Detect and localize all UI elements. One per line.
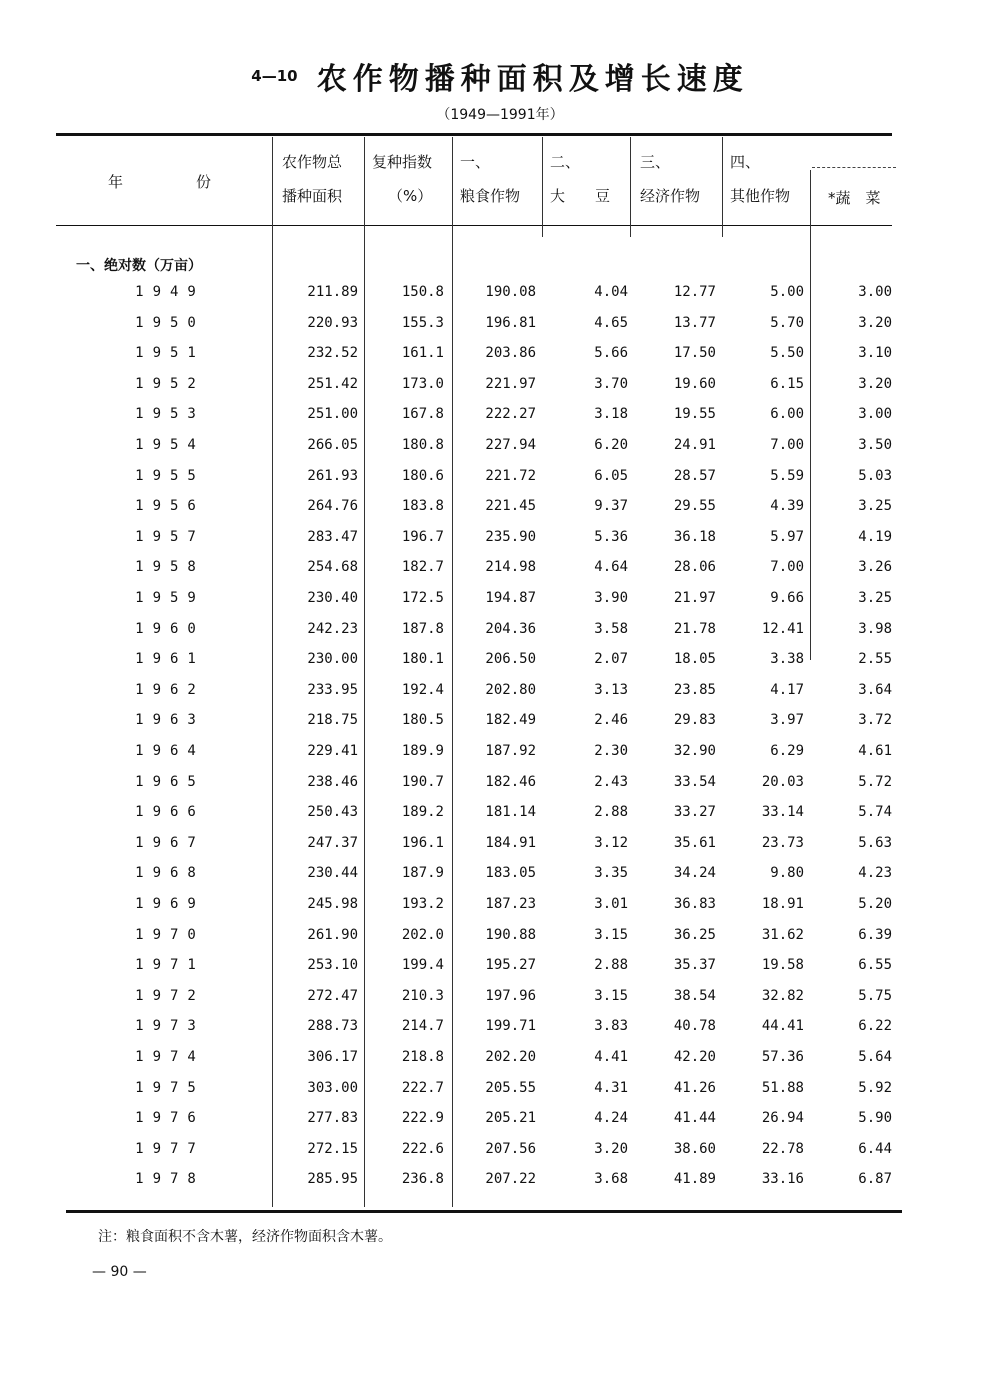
economic-crops-cell: 38.54 <box>673 987 716 1004</box>
total-area-cell: 238.46 <box>307 773 358 790</box>
vegetables-cell: 4.61 <box>858 743 892 759</box>
year-cell: 1971 <box>135 957 205 974</box>
multiple-cropping-index-cell: 180.8 <box>401 437 444 453</box>
total-area-cell: 242.23 <box>307 620 358 637</box>
vegetables-cell: 5.92 <box>858 1079 892 1096</box>
table-row <box>0 1080 1000 1110</box>
header-grain-2: 粮食作物 <box>460 187 521 205</box>
year-cell: 1953 <box>135 406 205 423</box>
soybean-cell: 4.04 <box>594 284 628 300</box>
table-row <box>0 590 1000 620</box>
grain-cell: 184.91 <box>485 834 536 851</box>
multiple-cropping-index-cell: 218.8 <box>401 1049 444 1065</box>
vegetables-cell: 3.00 <box>858 406 892 423</box>
vegetables-cell: 3.72 <box>858 712 892 729</box>
header-other-1: 四、 <box>730 153 761 171</box>
table-row <box>0 682 1000 712</box>
other-crops-cell: 6.15 <box>770 375 804 392</box>
other-crops-cell: 9.80 <box>770 865 804 882</box>
vegetables-cell: 6.87 <box>858 1171 892 1188</box>
soybean-cell: 4.31 <box>594 1079 628 1096</box>
year-cell: 1976 <box>135 1110 205 1127</box>
soybean-cell: 2.30 <box>594 743 628 759</box>
header-total-1: 农作物总 <box>282 153 343 171</box>
column-separator <box>722 137 723 237</box>
other-crops-cell: 23.73 <box>761 834 804 851</box>
table-row <box>0 498 1000 528</box>
total-area-cell: 233.95 <box>307 681 358 698</box>
economic-crops-cell: 41.44 <box>673 1110 716 1127</box>
economic-crops-cell: 17.50 <box>673 345 716 362</box>
multiple-cropping-index-cell: 196.1 <box>401 834 444 851</box>
total-area-cell: 283.47 <box>307 528 358 545</box>
economic-crops-cell: 41.89 <box>673 1171 716 1188</box>
table-row <box>0 865 1000 895</box>
other-crops-cell: 33.14 <box>761 804 804 821</box>
multiple-cropping-index-cell: 150.8 <box>401 284 444 300</box>
header-index-2: （%） <box>388 187 433 205</box>
year-cell: 1957 <box>135 528 205 545</box>
other-crops-cell: 9.66 <box>770 590 804 606</box>
header-total-2: 播种面积 <box>282 187 343 205</box>
total-area-cell: 250.43 <box>307 804 358 821</box>
table-row <box>0 957 1000 987</box>
year-cell: 1951 <box>135 345 205 362</box>
table-row <box>0 712 1000 742</box>
other-crops-cell: 5.59 <box>770 467 804 484</box>
grain-cell: 182.49 <box>485 712 536 729</box>
other-crops-cell: 12.41 <box>761 620 804 637</box>
header-other-2: 其他作物 <box>730 187 791 205</box>
economic-crops-cell: 19.55 <box>673 406 716 423</box>
total-area-cell: 253.10 <box>307 957 358 974</box>
grain-cell: 199.71 <box>485 1018 536 1035</box>
year-cell: 1961 <box>135 651 205 668</box>
economic-crops-cell: 36.25 <box>673 926 716 943</box>
other-crops-cell: 4.17 <box>770 681 804 698</box>
header-vegetables: *蔬 菜 <box>828 189 881 207</box>
vegetables-cell: 4.19 <box>858 528 892 545</box>
header-index-1: 复种指数 <box>372 153 433 171</box>
other-crops-cell: 7.00 <box>770 437 804 453</box>
vegetables-cell: 5.75 <box>858 987 892 1004</box>
grain-cell: 183.05 <box>485 865 536 882</box>
other-crops-cell: 6.29 <box>770 743 804 759</box>
multiple-cropping-index-cell: 180.6 <box>401 467 444 484</box>
soybean-cell: 3.18 <box>594 406 628 423</box>
vegetables-cell: 3.50 <box>858 437 892 453</box>
multiple-cropping-index-cell: 180.1 <box>401 651 444 668</box>
multiple-cropping-index-cell: 172.5 <box>401 590 444 606</box>
economic-crops-cell: 13.77 <box>673 314 716 331</box>
other-crops-cell: 44.41 <box>761 1018 804 1035</box>
vegetables-cell: 6.22 <box>858 1018 892 1035</box>
soybean-cell: 2.46 <box>594 712 628 729</box>
soybean-cell: 5.66 <box>594 345 628 362</box>
grain-cell: 202.20 <box>485 1049 536 1065</box>
economic-crops-cell: 24.91 <box>673 437 716 453</box>
multiple-cropping-index-cell: 187.9 <box>401 865 444 882</box>
economic-crops-cell: 19.60 <box>673 375 716 392</box>
economic-crops-cell: 36.18 <box>673 528 716 545</box>
soybean-cell: 6.20 <box>594 437 628 453</box>
vegetables-cell: 5.03 <box>858 467 892 484</box>
economic-crops-cell: 12.77 <box>673 284 716 300</box>
grain-cell: 187.23 <box>485 896 536 912</box>
soybean-cell: 2.43 <box>594 773 628 790</box>
total-area-cell: 245.98 <box>307 896 358 912</box>
soybean-cell: 3.01 <box>594 896 628 912</box>
other-crops-cell: 22.78 <box>761 1140 804 1157</box>
soybean-cell: 4.24 <box>594 1110 628 1127</box>
vegetables-cell: 3.20 <box>858 375 892 392</box>
grain-cell: 207.56 <box>485 1140 536 1157</box>
grain-cell: 221.45 <box>485 498 536 515</box>
header-grain-1: 一、 <box>460 153 491 171</box>
total-area-cell: 230.00 <box>307 651 358 668</box>
total-area-cell: 220.93 <box>307 314 358 331</box>
grain-cell: 227.94 <box>485 437 536 453</box>
other-crops-cell: 26.94 <box>761 1110 804 1127</box>
header-economic-1: 三、 <box>640 153 671 171</box>
total-area-cell: 261.93 <box>307 467 358 484</box>
soybean-cell: 4.64 <box>594 559 628 576</box>
table-row <box>0 774 1000 804</box>
other-crops-cell: 3.38 <box>770 651 804 668</box>
vegetables-cell: 3.64 <box>858 681 892 698</box>
multiple-cropping-index-cell: 161.1 <box>401 345 444 362</box>
grain-cell: 190.08 <box>485 284 536 300</box>
multiple-cropping-index-cell: 183.8 <box>401 498 444 515</box>
economic-crops-cell: 35.61 <box>673 834 716 851</box>
grain-cell: 221.72 <box>485 467 536 484</box>
total-area-cell: 251.00 <box>307 406 358 423</box>
soybean-cell: 2.88 <box>594 957 628 974</box>
table-title-text: 农作物播种面积及增长速度 <box>316 62 749 97</box>
economic-crops-cell: 40.78 <box>673 1018 716 1035</box>
grain-cell: 203.86 <box>485 345 536 362</box>
vegetables-cell: 3.10 <box>858 345 892 362</box>
table-row <box>0 988 1000 1018</box>
header-year-2: 份 <box>196 173 212 191</box>
economic-crops-cell: 38.60 <box>673 1140 716 1157</box>
year-cell: 1967 <box>135 834 205 851</box>
multiple-cropping-index-cell: 202.0 <box>401 926 444 943</box>
other-crops-cell: 20.03 <box>761 773 804 790</box>
other-crops-cell: 3.97 <box>770 712 804 729</box>
multiple-cropping-index-cell: 182.7 <box>401 559 444 576</box>
multiple-cropping-index-cell: 214.7 <box>401 1018 444 1035</box>
multiple-cropping-index-cell: 167.8 <box>401 406 444 423</box>
total-area-cell: 254.68 <box>307 559 358 576</box>
economic-crops-cell: 28.57 <box>673 467 716 484</box>
grain-cell: 207.22 <box>485 1171 536 1188</box>
economic-crops-cell: 23.85 <box>673 681 716 698</box>
header-soybean-1: 二、 <box>550 153 581 171</box>
vegetables-cell: 4.23 <box>858 865 892 882</box>
total-area-cell: 229.41 <box>307 743 358 759</box>
grain-cell: 196.81 <box>485 314 536 331</box>
multiple-cropping-index-cell: 222.9 <box>401 1110 444 1127</box>
vegetables-cell: 5.74 <box>858 804 892 821</box>
grain-cell: 195.27 <box>485 957 536 974</box>
grain-cell: 206.50 <box>485 651 536 668</box>
year-cell: 1977 <box>135 1140 205 1157</box>
total-area-cell: 277.83 <box>307 1110 358 1127</box>
grain-cell: 202.80 <box>485 681 536 698</box>
year-cell: 1972 <box>135 987 205 1004</box>
other-crops-cell: 5.70 <box>770 314 804 331</box>
grain-cell: 181.14 <box>485 804 536 821</box>
multiple-cropping-index-cell: 236.8 <box>401 1171 444 1188</box>
top-rule <box>56 133 892 136</box>
grain-cell: 221.97 <box>485 375 536 392</box>
other-crops-cell: 4.39 <box>770 498 804 515</box>
table-row <box>0 529 1000 559</box>
total-area-cell: 261.90 <box>307 926 358 943</box>
other-crops-cell: 32.82 <box>761 987 804 1004</box>
table-note: 注：粮食面积不含木薯，经济作物面积含木薯。 <box>98 1229 392 1245</box>
table-row <box>0 1141 1000 1171</box>
table-subtitle: （1949—1991年） <box>436 107 564 123</box>
table-row <box>0 1049 1000 1079</box>
multiple-cropping-index-cell: 210.3 <box>401 987 444 1004</box>
year-cell: 1969 <box>135 896 205 912</box>
multiple-cropping-index-cell: 155.3 <box>401 314 444 331</box>
soybean-cell: 4.41 <box>594 1049 628 1065</box>
vegetables-cell: 3.25 <box>858 498 892 515</box>
table-row <box>0 559 1000 589</box>
column-separator <box>542 137 543 237</box>
grain-cell: 190.88 <box>485 926 536 943</box>
table-row <box>0 835 1000 865</box>
header-year-1: 年 <box>108 173 124 191</box>
total-area-cell: 264.76 <box>307 498 358 515</box>
multiple-cropping-index-cell: 196.7 <box>401 528 444 545</box>
other-crops-cell: 18.91 <box>761 896 804 912</box>
soybean-cell: 3.68 <box>594 1171 628 1188</box>
vegetables-cell: 3.25 <box>858 590 892 606</box>
table-row <box>0 896 1000 926</box>
vegetables-cell: 3.00 <box>858 284 892 300</box>
vegetables-cell: 5.64 <box>858 1049 892 1065</box>
header-soybean-2: 大 豆 <box>550 187 611 205</box>
total-area-cell: 272.15 <box>307 1140 358 1157</box>
grain-cell: 204.36 <box>485 620 536 637</box>
section-label: 一、绝对数（万亩） <box>76 258 202 274</box>
vegetables-cell: 6.39 <box>858 926 892 943</box>
multiple-cropping-index-cell: 187.8 <box>401 620 444 637</box>
vegetables-cell: 3.98 <box>858 620 892 637</box>
economic-crops-cell: 28.06 <box>673 559 716 576</box>
year-cell: 1964 <box>135 743 205 759</box>
soybean-cell: 3.70 <box>594 375 628 392</box>
table-row <box>0 1171 1000 1201</box>
soybean-cell: 3.15 <box>594 987 628 1004</box>
total-area-cell: 303.00 <box>307 1079 358 1096</box>
table-row <box>0 284 1000 314</box>
header-dashed-rule <box>812 167 896 168</box>
soybean-cell: 3.13 <box>594 681 628 698</box>
year-cell: 1952 <box>135 375 205 392</box>
other-crops-cell: 7.00 <box>770 559 804 576</box>
multiple-cropping-index-cell: 189.2 <box>401 804 444 821</box>
grain-cell: 187.92 <box>485 743 536 759</box>
multiple-cropping-index-cell: 222.7 <box>401 1079 444 1096</box>
soybean-cell: 3.20 <box>594 1140 628 1157</box>
other-crops-cell: 57.36 <box>761 1049 804 1065</box>
year-cell: 1963 <box>135 712 205 729</box>
economic-crops-cell: 21.78 <box>673 620 716 637</box>
grain-cell: 197.96 <box>485 987 536 1004</box>
year-cell: 1973 <box>135 1018 205 1035</box>
table-row <box>0 621 1000 651</box>
year-cell: 1950 <box>135 314 205 331</box>
economic-crops-cell: 34.24 <box>673 865 716 882</box>
year-cell: 1955 <box>135 467 205 484</box>
total-area-cell: 218.75 <box>307 712 358 729</box>
economic-crops-cell: 29.55 <box>673 498 716 515</box>
year-cell: 1962 <box>135 681 205 698</box>
soybean-cell: 3.12 <box>594 834 628 851</box>
year-cell: 1970 <box>135 926 205 943</box>
economic-crops-cell: 42.20 <box>673 1049 716 1065</box>
table-row <box>0 406 1000 436</box>
table-row <box>0 437 1000 467</box>
total-area-cell: 288.73 <box>307 1018 358 1035</box>
other-crops-cell: 5.00 <box>770 284 804 300</box>
grain-cell: 205.21 <box>485 1110 536 1127</box>
vegetables-cell: 3.26 <box>858 559 892 576</box>
economic-crops-cell: 21.97 <box>673 590 716 606</box>
other-crops-cell: 33.16 <box>761 1171 804 1188</box>
soybean-cell: 6.05 <box>594 467 628 484</box>
multiple-cropping-index-cell: 180.5 <box>401 712 444 729</box>
soybean-cell: 4.65 <box>594 314 628 331</box>
multiple-cropping-index-cell: 190.7 <box>401 773 444 790</box>
grain-cell: 205.55 <box>485 1079 536 1096</box>
economic-crops-cell: 35.37 <box>673 957 716 974</box>
vegetables-cell: 5.90 <box>858 1110 892 1127</box>
table-row <box>0 1018 1000 1048</box>
table-number: 4—10 <box>251 67 298 85</box>
year-cell: 1949 <box>135 284 205 300</box>
table-row <box>0 651 1000 681</box>
multiple-cropping-index-cell: 199.4 <box>401 957 444 974</box>
table-title <box>0 54 1000 98</box>
multiple-cropping-index-cell: 173.0 <box>401 375 444 392</box>
grain-cell: 214.98 <box>485 559 536 576</box>
total-area-cell: 230.44 <box>307 865 358 882</box>
header-rule <box>56 225 892 226</box>
other-crops-cell: 31.62 <box>761 926 804 943</box>
soybean-cell: 3.58 <box>594 620 628 637</box>
economic-crops-cell: 33.54 <box>673 773 716 790</box>
table-row <box>0 1110 1000 1140</box>
table-row <box>0 376 1000 406</box>
table-row <box>0 804 1000 834</box>
economic-crops-cell: 41.26 <box>673 1079 716 1096</box>
economic-crops-cell: 29.83 <box>673 712 716 729</box>
year-cell: 1960 <box>135 620 205 637</box>
total-area-cell: 247.37 <box>307 834 358 851</box>
other-crops-cell: 51.88 <box>761 1079 804 1096</box>
multiple-cropping-index-cell: 222.6 <box>401 1140 444 1157</box>
soybean-cell: 2.07 <box>594 651 628 668</box>
header-economic-2: 经济作物 <box>640 187 701 205</box>
table-row <box>0 345 1000 375</box>
other-crops-cell: 5.50 <box>770 345 804 362</box>
economic-crops-cell: 18.05 <box>673 651 716 668</box>
economic-crops-cell: 33.27 <box>673 804 716 821</box>
total-area-cell: 211.89 <box>307 284 358 300</box>
vegetables-cell: 3.20 <box>858 314 892 331</box>
year-cell: 1974 <box>135 1049 205 1065</box>
vegetables-cell: 5.20 <box>858 896 892 912</box>
year-cell: 1954 <box>135 437 205 453</box>
total-area-cell: 272.47 <box>307 987 358 1004</box>
year-cell: 1975 <box>135 1079 205 1096</box>
grain-cell: 194.87 <box>485 590 536 606</box>
vegetables-cell: 2.55 <box>858 651 892 668</box>
grain-cell: 182.46 <box>485 773 536 790</box>
other-crops-cell: 5.97 <box>770 528 804 545</box>
other-crops-cell: 6.00 <box>770 406 804 423</box>
total-area-cell: 306.17 <box>307 1049 358 1065</box>
soybean-cell: 3.83 <box>594 1018 628 1035</box>
total-area-cell: 266.05 <box>307 437 358 453</box>
bottom-rule <box>66 1210 902 1213</box>
year-cell: 1958 <box>135 559 205 576</box>
column-separator <box>630 137 631 237</box>
table-row <box>0 468 1000 498</box>
economic-crops-cell: 32.90 <box>673 743 716 759</box>
multiple-cropping-index-cell: 189.9 <box>401 743 444 759</box>
vegetables-cell: 5.63 <box>858 834 892 851</box>
multiple-cropping-index-cell: 192.4 <box>401 681 444 698</box>
other-crops-cell: 19.58 <box>761 957 804 974</box>
soybean-cell: 3.35 <box>594 865 628 882</box>
soybean-cell: 9.37 <box>594 498 628 515</box>
year-cell: 1965 <box>135 773 205 790</box>
vegetables-cell: 6.44 <box>858 1140 892 1157</box>
grain-cell: 235.90 <box>485 528 536 545</box>
soybean-cell: 5.36 <box>594 528 628 545</box>
table-row <box>0 315 1000 345</box>
total-area-cell: 232.52 <box>307 345 358 362</box>
grain-cell: 222.27 <box>485 406 536 423</box>
soybean-cell: 3.15 <box>594 926 628 943</box>
year-cell: 1956 <box>135 498 205 515</box>
multiple-cropping-index-cell: 193.2 <box>401 896 444 912</box>
table-row <box>0 927 1000 957</box>
total-area-cell: 285.95 <box>307 1171 358 1188</box>
soybean-cell: 2.88 <box>594 804 628 821</box>
economic-crops-cell: 36.83 <box>673 896 716 912</box>
year-cell: 1959 <box>135 590 205 606</box>
total-area-cell: 251.42 <box>307 375 358 392</box>
table-row <box>0 743 1000 773</box>
year-cell: 1978 <box>135 1171 205 1188</box>
vegetables-cell: 5.72 <box>858 773 892 790</box>
vegetables-cell: 6.55 <box>858 957 892 974</box>
total-area-cell: 230.40 <box>307 590 358 606</box>
soybean-cell: 3.90 <box>594 590 628 606</box>
year-cell: 1968 <box>135 865 205 882</box>
year-cell: 1966 <box>135 804 205 821</box>
page-number: — 90 — <box>92 1264 147 1280</box>
